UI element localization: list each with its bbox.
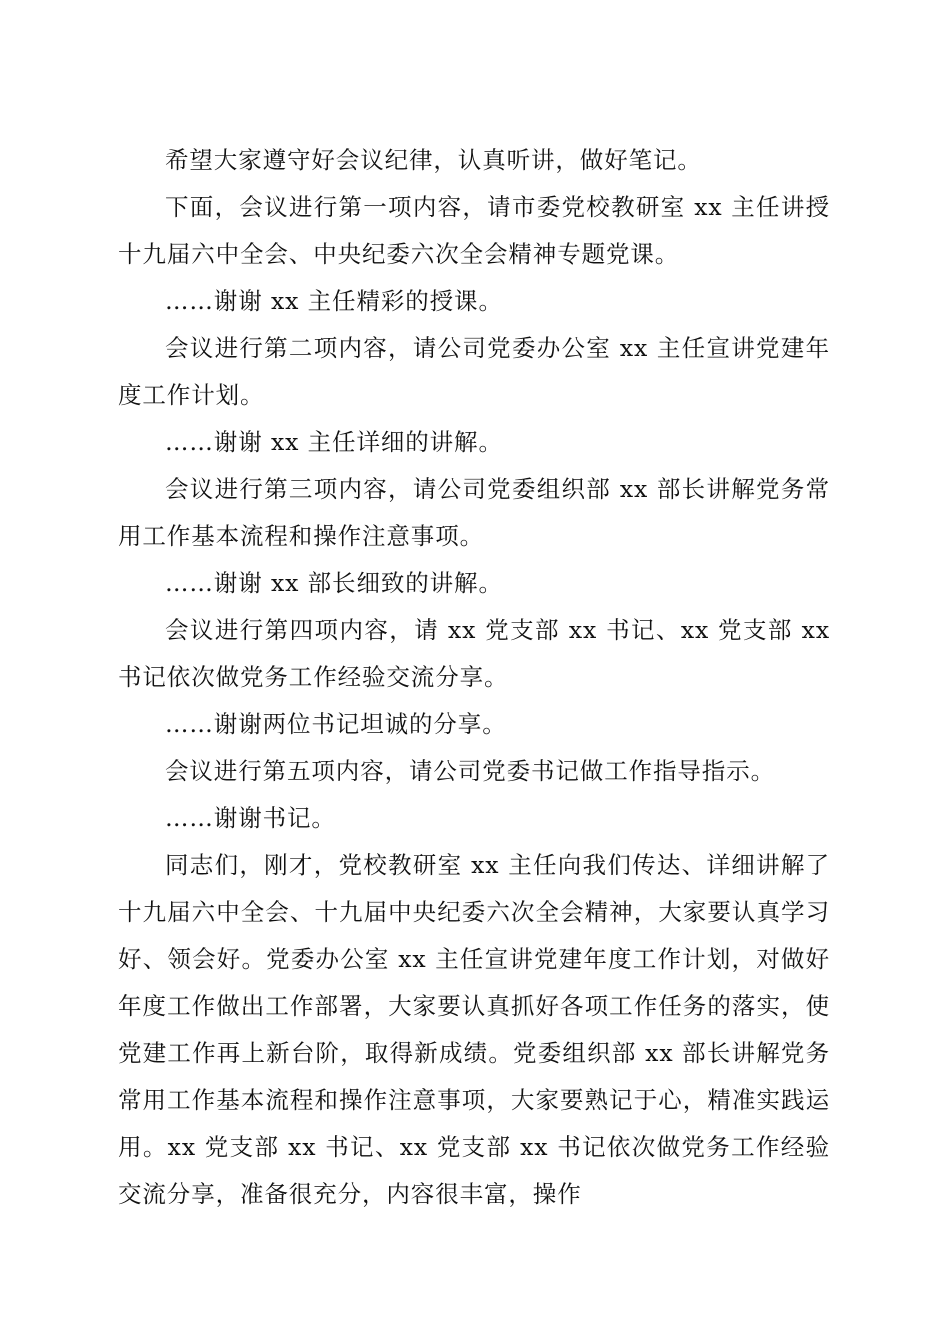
- paragraph-item-four: 会议进行第四项内容，请 xx 党支部 xx 书记、xx 党支部 xx 书记依次做党务工作经验交流分享。: [118, 616, 830, 691]
- paragraph-item-one: 下面，会议进行第一项内容，请市委党校教研室 xx 主任讲授十九届六中全会、中央纪委六次全会精神专题党课。: [118, 193, 830, 268]
- paragraph-item-five: 会议进行第五项内容，请公司党委书记做工作指导指示。: [165, 757, 775, 785]
- paragraph-thanks-three: ……谢谢 xx 部长细致的讲解。: [165, 569, 503, 597]
- paragraph-thanks-one: ……谢谢 xx 主任精彩的授课。: [165, 287, 503, 315]
- paragraph-thanks-four: ……谢谢两位书记坦诚的分享。: [165, 710, 507, 738]
- paragraph-discipline: 希望大家遵守好会议纪律，认真听讲，做好笔记。: [165, 146, 702, 174]
- paragraph-item-three: 会议进行第三项内容，请公司党委组织部 xx 部长讲解党务常用工作基本流程和操作注意事项。: [118, 475, 830, 550]
- document-body: [118, 137, 830, 1218]
- paragraph-item-two: 会议进行第二项内容，请公司党委办公室 xx 主任宣讲党建年度工作计划。: [118, 334, 830, 409]
- paragraph-thanks-five: ……谢谢书记。: [165, 804, 336, 832]
- paragraph-thanks-two: ……谢谢 xx 主任详细的讲解。: [165, 428, 503, 456]
- paragraph-summary: 同志们，刚才，党校教研室 xx 主任向我们传达、详细讲解了十九届六中全会、十九届中央纪委六次全会精神，大家要认真学习好、领会好。党委办公室 xx 主任宣讲党建年度工作计划，对做好年度工作做出工作部署，大家要认真抓好各项工作任务的落实，使党建工作再上新台阶，取得新成绩。党委组织部 xx 部长讲解党务常用工作基本流程和操作注意事项，大家要熟记于心，精准实践运用。xx 党支部 xx 书记、xx 党支部 xx 书记依次做党务工作经验交流分享，准备很充分，内容很丰富，操作: [118, 851, 830, 1208]
